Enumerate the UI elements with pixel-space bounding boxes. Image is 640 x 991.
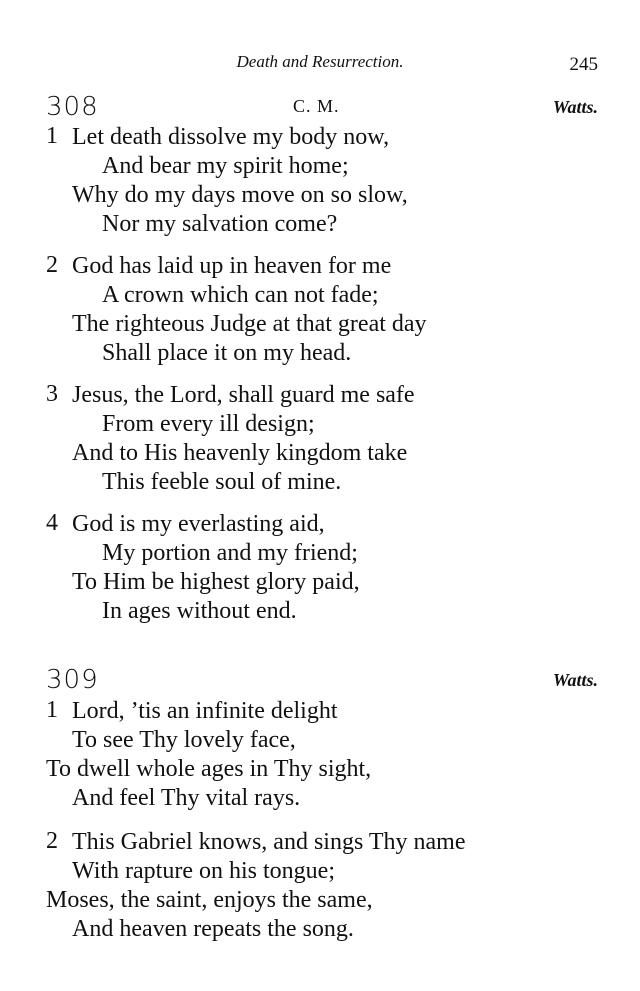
stanza-number: 2 (46, 252, 58, 278)
verse-line: In ages without end. (102, 598, 297, 624)
verse-line: This feeble soul of mine. (102, 469, 342, 495)
verse-line: God is my everlasting aid, (72, 511, 325, 537)
verse-line: The righteous Judge at that great day (72, 311, 427, 337)
hymn-author: Watts. (552, 670, 598, 690)
verse-line: And bear my spirit home; (102, 153, 349, 179)
hymn-309-header (0, 665, 640, 693)
hymn-meter: C. M. (293, 96, 340, 116)
verse-line: To dwell whole ages in Thy sight, (46, 756, 372, 782)
verse-line: And feel Thy vital rays. (72, 785, 301, 811)
verse-line: Nor my salvation come? (102, 211, 338, 237)
stanza-number: 2 (46, 828, 58, 854)
verse-line: With rapture on his tongue; (72, 858, 335, 884)
hymn-number: 309 (46, 665, 99, 695)
running-title: Death and Resurrection. (236, 52, 404, 71)
hymn-number: 308 (46, 92, 99, 122)
verse-line: Moses, the saint, enjoys the same, (46, 887, 373, 913)
page-number: 245 (569, 54, 598, 75)
stanza-number: 3 (46, 381, 58, 407)
hymn-308-header (0, 92, 640, 120)
stanza-number: 1 (46, 697, 58, 723)
stanza-number: 4 (46, 510, 58, 536)
verse-line: A crown which can not fade; (102, 282, 379, 308)
verse-line: God has laid up in heaven for me (72, 253, 392, 279)
verse-line: Shall place it on my head. (102, 340, 352, 366)
verse-line: And to His heavenly kingdom take (72, 440, 408, 466)
verse-line: To Him be highest glory paid, (72, 569, 360, 595)
verse-line: And heaven repeats the song. (72, 916, 354, 942)
hymn-author: Watts. (552, 97, 598, 117)
verse-line: Let death dissolve my body now, (72, 124, 390, 150)
verse-line: Jesus, the Lord, shall guard me safe (72, 382, 415, 408)
verse-line: Lord, ’tis an infinite delight (72, 698, 338, 724)
verse-line: This Gabriel knows, and sings Thy name (72, 829, 466, 855)
verse-line: My portion and my friend; (102, 540, 358, 566)
stanza-number: 1 (46, 123, 58, 149)
verse-line: To see Thy lovely face, (72, 727, 296, 753)
verse-line: Why do my days move on so slow, (72, 182, 408, 208)
verse-line: From every ill design; (102, 411, 315, 437)
